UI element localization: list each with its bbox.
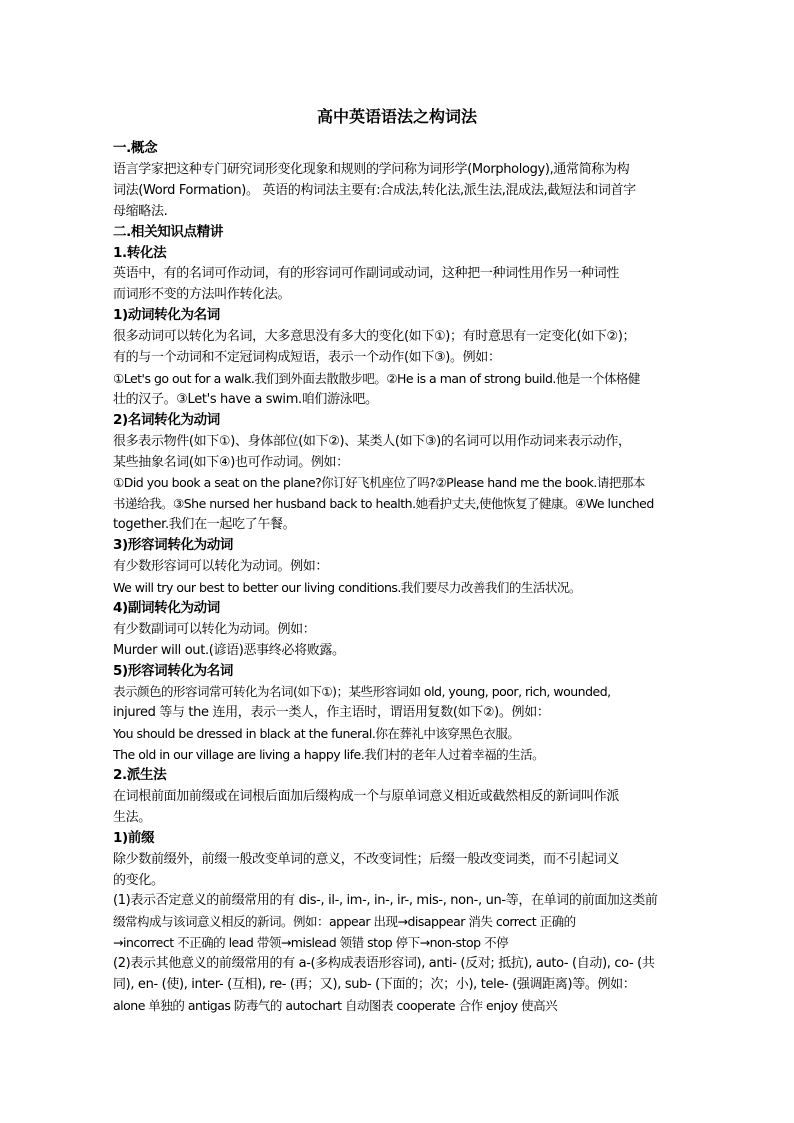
paragraph-line: ①Did you book a seat on the plane?你订好飞机座位了吗?②Please hand me the book.请把那本 <box>113 475 645 491</box>
paragraph-line: 英语中，有的名词可作动词，有的形容词可作副词或动词，这种把一种词性用作另一种词性 <box>113 266 620 282</box>
paragraph-line: 书递给我。③She nursed her husband back to health.她看护丈夫,使他恢复了健康。④We lunched <box>113 496 654 512</box>
paragraph-line: together.我们在一起吃了午餐。 <box>113 517 296 533</box>
paragraph-line: 的变化。 <box>113 872 164 888</box>
paragraph-line: 除少数前缀外，前缀一般改变单词的意义，不改变词性；后缀一般改变词类，而不引起词义 <box>113 851 620 867</box>
paragraph-line: 生法。 <box>113 809 151 825</box>
paragraph-line: 有少数副词可以转化为动词。例如： <box>113 621 316 637</box>
section-heading: 2.派生法 <box>113 767 167 783</box>
paragraph-line: 语言学家把这种专门研究词形变化现象和规则的学问称为词形学(Morphology),通常简称为构 <box>113 161 630 177</box>
section-heading: 1.转化法 <box>113 244 167 261</box>
paragraph-line: Murder will out.(谚语)恶事终必将败露。 <box>113 642 345 658</box>
paragraph-line: →incorrect 不正确的 lead 带领→mislead 领错 stop 停下→non-stop 不停 <box>113 935 509 951</box>
paragraph-line: 在词根前面加前缀或在词根后面加后缀构成一个与原单词意义相近或截然相反的新词叫作派 <box>113 788 620 804</box>
paragraph-line: You should be dressed in black at the funeral.你在葬礼中该穿黑色衣服。 <box>113 726 520 742</box>
paragraph-line: 母缩略法. <box>113 203 168 219</box>
paragraph-line: alone 单独的 antigas 防毒气的 autochart 自动图表 cooperate 合作 enjoy 使高兴 <box>113 997 558 1013</box>
paragraph-line: The old in our village are living a happy life.我们村的老年人过着幸福的生活。 <box>113 747 545 763</box>
document-title: 高中英语语法之构词法 <box>316 107 477 126</box>
paragraph-line: 同), en- (使), inter- (互相), re- (再；又), sub- (下面的；次；小), tele- (强调距离)等。例如： <box>113 977 636 992</box>
paragraph-line: We will try our best to better our living conditions.我们要尽力改善我们的生活状况。 <box>113 579 581 595</box>
section-heading: 5)形容词转化为名词 <box>113 662 234 679</box>
paragraph-line: (1)表示否定意义的前缀常用的有 dis-, il-, im-, in-, ir-, mis-, non-, un-等，在单词的前面加这类前 <box>113 893 658 909</box>
paragraph-line: 而词形不变的方法叫作转化法。 <box>113 287 291 303</box>
paragraph-line: 有少数形容词可以转化为动词。例如： <box>113 559 329 574</box>
paragraph-line: 很多表示物件(如下①)、身体部位(如下②)、某类人(如下③)的名词可以用作动词来表示动作， <box>113 433 631 449</box>
paragraph-line: 词法(Word Formation)。 英语的构词法主要有:合成法,转化法,派生法,混成法,截短法和词首字 <box>113 182 636 198</box>
section-heading: 1)前缀 <box>113 829 155 846</box>
section-heading: 一.概念 <box>113 140 158 156</box>
paragraph-line: 很多动词可以转化为名词，大多意思没有多大的变化(如下①)；有时意思有一定变化(如下②)； <box>113 329 636 345</box>
paragraph-line: 某些抽象名词(如下④)也可作动词。例如： <box>113 454 349 470</box>
paragraph-line: 缀常构成与该词意义相反的新词。例如：appear 出现→disappear 消失 correct 正确的 <box>113 914 576 930</box>
section-heading: 1)动词转化为名词 <box>113 307 220 324</box>
paragraph-line: 表示颜色的形容词常可转化为名词(如下①)；某些形容词如 old, young, poor, rich, wounded, <box>113 684 611 700</box>
section-heading: 3)形容词转化为动词 <box>113 537 234 554</box>
paragraph-line: ①Let's go out for a walk.我们到外面去散散步吧。②He is a man of strong build.他是一个体格健 <box>113 370 640 386</box>
section-heading: 4)副词转化为动词 <box>113 599 220 616</box>
paragraph-line: 壮的汉子。③Let's have a swim.咱们游泳吧。 <box>113 391 378 407</box>
paragraph-line: 有的与一个动词和不定冠词构成短语，表示一个动作(如下③)。例如： <box>113 350 501 365</box>
section-heading: 2)名词转化为动词 <box>113 411 220 428</box>
section-heading: 二.相关知识点精讲 <box>113 223 223 240</box>
paragraph-line: injured 等与 the 连用，表示一类人，作主语时，谓语用复数(如下②)。例如： <box>113 705 550 721</box>
paragraph-line: (2)表示其他意义的前缀常用的有 a-(多构成表语形容词), anti- (反对; 抵抗), auto- (自动), co- (共 <box>113 956 655 972</box>
